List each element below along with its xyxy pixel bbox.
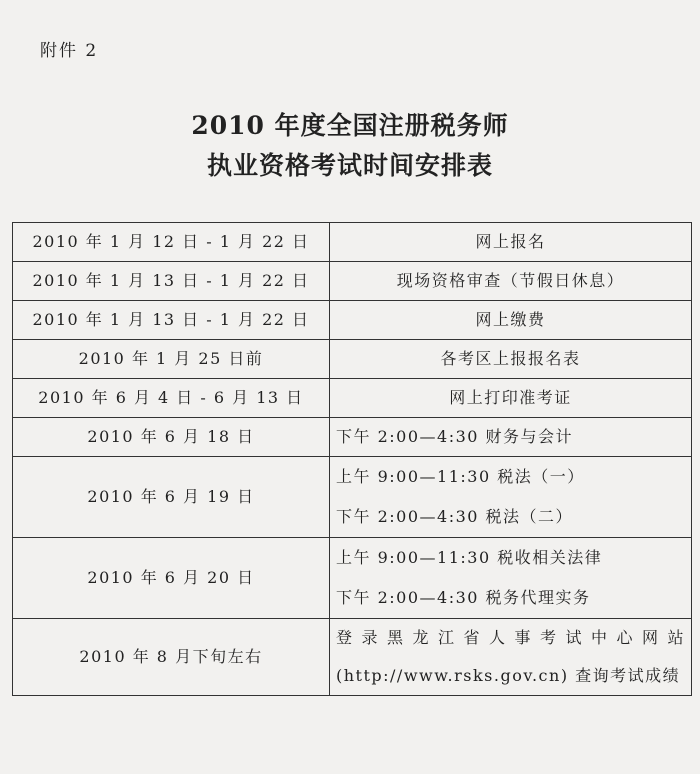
schedule-event-cell (330, 619, 692, 696)
document-title-line-1: 2010 年度全国注册税务师 (191, 111, 509, 140)
document-title-line-2: 执业资格考试时间安排表 (206, 151, 493, 180)
schedule-event-cell (330, 457, 692, 538)
schedule-date: 2010 年 6 月 19 日 (13, 457, 330, 538)
table-row (13, 418, 692, 457)
exam-schedule-table (12, 222, 692, 696)
schedule-date: 2010 年 1 月 12 日 - 1 月 22 日 (13, 223, 330, 262)
schedule-date: 2010 年 6 月 18 日 (13, 418, 330, 457)
schedule-event: 各考区上报报名表 (330, 340, 692, 379)
schedule-date: 2010 年 1 月 25 日前 (13, 340, 330, 379)
schedule-event: 网上缴费 (330, 301, 692, 340)
table-row (13, 538, 692, 619)
schedule-event: 网上报名 (330, 223, 692, 262)
table-row (13, 301, 692, 340)
table-row (13, 379, 692, 418)
schedule-date: 2010 年 8 月下旬左右 (13, 619, 330, 696)
table-row (13, 223, 692, 262)
schedule-event: 现场资格审查（节假日休息） (330, 262, 692, 301)
exam-session-afternoon: 下午 2:00—4:30 税务代理实务 (336, 588, 591, 607)
table-row (13, 262, 692, 301)
exam-session-afternoon: 下午 2:00—4:30 税法（二） (336, 507, 574, 526)
schedule-event: 网上打印准考证 (330, 379, 692, 418)
schedule-date: 2010 年 1 月 13 日 - 1 月 22 日 (13, 301, 330, 340)
schedule-date: 2010 年 6 月 4 日 - 6 月 13 日 (13, 379, 330, 418)
exam-session-morning: 上午 9:00—11:30 税法（一） (336, 467, 585, 486)
schedule-date: 2010 年 1 月 13 日 - 1 月 22 日 (13, 262, 330, 301)
schedule-date: 2010 年 6 月 20 日 (13, 538, 330, 619)
schedule-event-cell (330, 538, 692, 619)
schedule-event: 下午 2:00—4:30 财务与会计 (330, 418, 692, 457)
table-row (13, 340, 692, 379)
table-row (13, 619, 692, 696)
table-row (13, 457, 692, 538)
exam-session-morning: 上午 9:00—11:30 税收相关法律 (336, 548, 603, 567)
score-query-instruction: 登录黑龙江省人事考试中心网站 (http://www.rsks.gov.cn) 查询考试成绩 (336, 628, 685, 685)
attachment-label: 附件 2 (40, 41, 99, 61)
